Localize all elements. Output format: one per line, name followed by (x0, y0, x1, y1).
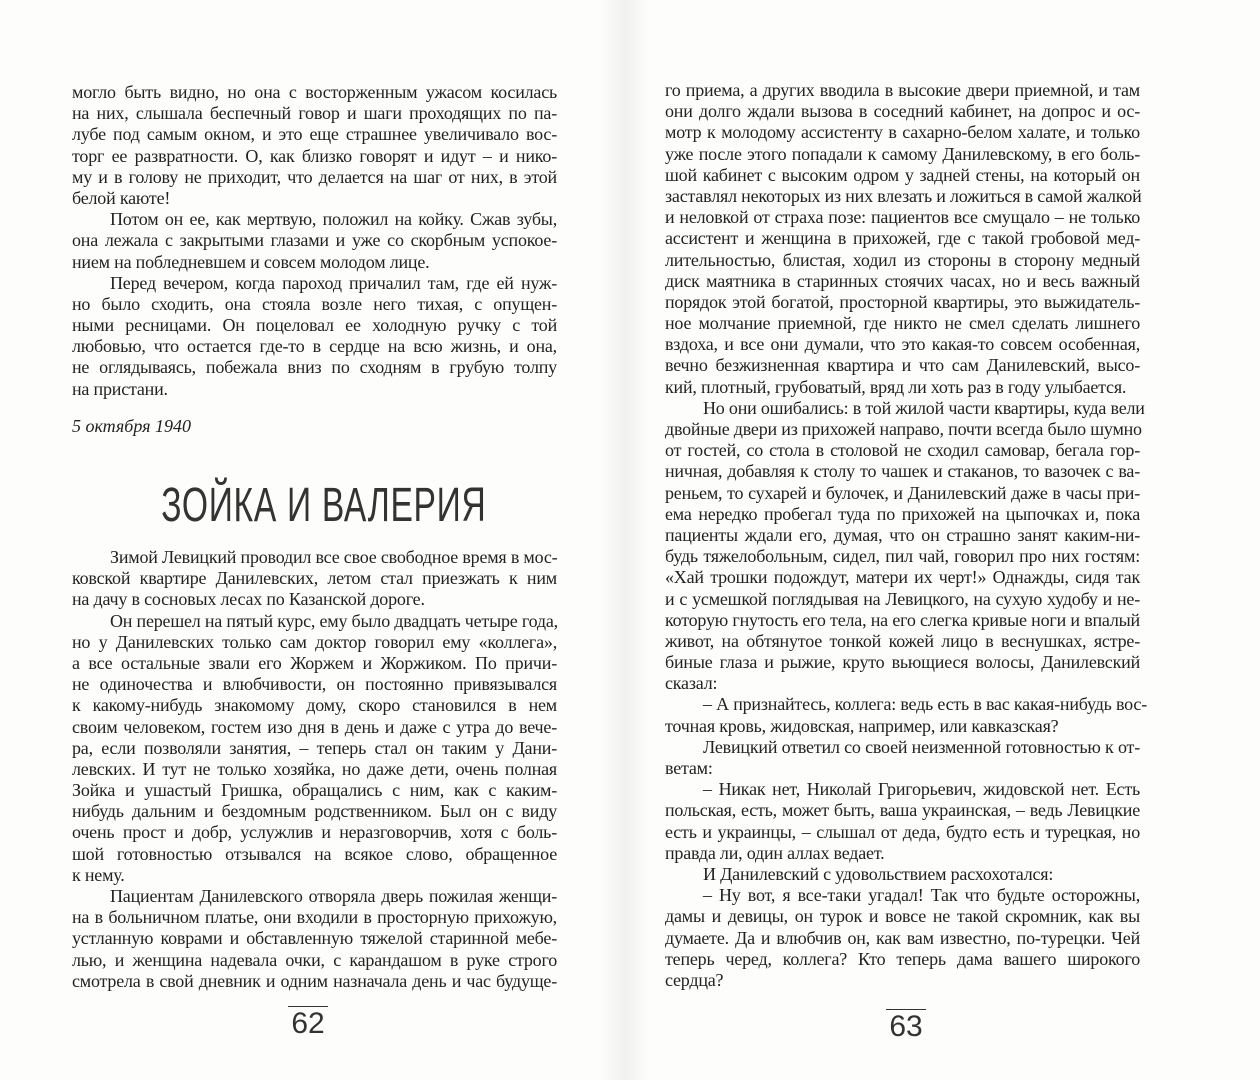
text-line: на них, слышала беспечный говор и шаги проходящих по па- (72, 103, 557, 124)
text-line: – Ну вот, я все-таки угадал! Так что будьте осторожны, (703, 885, 1140, 906)
paragraph (665, 779, 1140, 864)
text-line: ема нередко пробегал туда по прихожей на цыпочках и, пока (665, 503, 1140, 524)
chapter-title: ЗОЙКА И ВАЛЕРИЯ (161, 479, 487, 532)
text-line: любовью, что остается где-то в сердце на всю жизнь, и она, (72, 336, 557, 357)
text-line: «Хай трошки подождут, матери их черт!» Однажды, сидя так (665, 567, 1140, 588)
text-line: сердца? (665, 969, 724, 990)
text-line: – Никак нет, Николай Григорьевич, жидовской нет. Есть (703, 779, 1140, 800)
text-line: вечно безжизненная квартира и что сам Данилевский, высо- (665, 355, 1140, 376)
text-line: устланную коврами и обставленную тяжелой старинной мебе- (72, 928, 557, 949)
paragraph (72, 611, 557, 886)
text-line: польская, есть, может быть, ваша украинская, – ведь Левицкие (665, 800, 1140, 821)
text-line: ничная, добавляя к столу то чашек и стаканов, то вазочек с ва- (665, 461, 1140, 482)
text-line: а все остальные звали его Жоржем и Жоржиком. По причи- (72, 652, 557, 673)
text-line: реньем, то сухарей и булочек, и Данилевский даже в часы при- (665, 482, 1140, 503)
text-line: Потом он ее, как мертвую, положил на койку. Сжав зубы, (110, 209, 557, 230)
paragraph (665, 694, 1147, 736)
text-line: будь тяжелобольным, сидел, пил чай, говорил про них гостям: (665, 546, 1140, 567)
paragraph (72, 886, 557, 992)
text-line: она лежала с закрытыми глазами и уже со скорбным успокое- (72, 230, 557, 251)
paragraph (665, 864, 1140, 885)
text-line: и с усмешкой поглядывая на Левицкого, на сухую худобу и не- (665, 588, 1140, 609)
text-line: Зойка и ушастый Гришка, обращались с ним, как с каким- (72, 780, 557, 801)
text-line: И Данилевский с удовольствием расхохотался: (703, 863, 1054, 884)
text-line: нием на побледневшем и совсем молодом лице. (72, 251, 430, 272)
text-line: не оглядываясь, побежала вниз по сходням в грубую толпу (72, 357, 557, 378)
text-line: ассистент и женщина в прихожей, где с такой гробовой мед- (665, 228, 1140, 249)
text-line: ными ресницами. Он поцеловал ее холодную ручку с той (72, 315, 557, 336)
page-number-left: 62 (288, 1006, 328, 1041)
paragraph (665, 737, 1140, 779)
paragraph (72, 273, 557, 400)
text-line: пациенты ждали его, думая, что он страшно занят каким-ни- (665, 524, 1140, 545)
text-line: шой готовностью отзывался на всякое слово, обращенное (72, 843, 557, 864)
paragraph (72, 547, 557, 611)
text-line: очень прост и добр, услужлив и неразговорчив, хотя с боль- (72, 822, 557, 843)
text-line: своим человеком, гостем изо дня в день и даже с утра до вече- (72, 716, 557, 737)
text-line: двойные двери из прихожей направо, почти всегда было шумно (665, 419, 1142, 439)
text-line: но было сходить, она стояла возле него тихая, с опущен- (72, 293, 557, 314)
text-line: и неловкой от страха позе: пациентов все смущало – не только (665, 207, 1140, 228)
text-line: Пациентам Данилевского отворяла дверь пожилая женщи- (110, 886, 557, 906)
text-line: Зимой Левицкий проводил все свое свободное время в мос- (110, 547, 558, 567)
left-page-text-top (72, 82, 557, 400)
text-line: правда ли, один аллах ведает. (665, 842, 885, 863)
text-line: Он перешел на пятый курс, ему было двадцать четыре года, (110, 610, 558, 631)
text-line: уже после этого попадали к самому Данилевскому, в его боль- (665, 143, 1140, 164)
text-line: кий, плотный, грубоватый, вряд ли хоть раз в году улыбается. (665, 376, 1127, 397)
text-line: заставлял некоторых из них влезать и ложиться в самой жалкой (665, 185, 1142, 206)
text-line: не одиночества и влюбчивости, он постоянно привязывался (72, 674, 557, 695)
paragraph (665, 80, 1140, 398)
text-line: на дачу в сосновых лесах по Казанской дороге. (72, 589, 425, 610)
text-line: Перед вечером, когда пароход причалил там, где ей нуж- (110, 272, 557, 293)
paragraph (72, 209, 557, 273)
text-line: белой каюте! (72, 187, 171, 208)
text-line: ное молчание приемной, где никто не смел сделать лишнего (665, 313, 1140, 334)
text-line: мотр к молодому ассистенту в сахарно-белом халате, и только (665, 122, 1140, 143)
paragraph (665, 885, 1140, 991)
text-line: му и в голову не приходит, что делается на шаг от них, в этой (72, 166, 557, 187)
right-page-text (665, 80, 1147, 991)
text-line: есть и украинцы, – слышал от деда, будто есть и турецкая, но (665, 821, 1140, 842)
text-line: вздоха, и все они думали, что это какая-то совсем особенная, (665, 334, 1140, 355)
text-line: порядок этой богатой, просторной квартиры, это выжидатель- (665, 291, 1140, 312)
text-line: – А признайтесь, коллега: ведь есть в вас какая-нибудь вос- (703, 694, 1147, 715)
text-line: дамы и девицы, он турок и вовсе не такой скромник, как вы (665, 906, 1140, 927)
text-line: на в больничном платье, они входили в просторную прихожую, (72, 907, 557, 928)
text-line: лубе под самым окном, и это еще страшнее увеличивало вос- (72, 124, 557, 145)
text-line: ра, если позволяли занятия, – теперь стал он таким у Дани- (72, 737, 557, 758)
text-line: живот, на обтянутое тонкой кожей лицо в веснушках, ястре- (665, 630, 1140, 651)
text-line: которую гнутость его тела, на его слегка кривые ноги и впалый (665, 609, 1140, 630)
story-date: 5 октября 1940 (72, 416, 191, 436)
text-line: лительностью, блистая, ходил из стороны в сторону медный (665, 249, 1140, 270)
text-line: Но они ошибались: в той жилой части квартиры, куда вели (703, 397, 1145, 418)
text-line: но у Данилевских только сам доктор говорил ему «коллега», (72, 631, 557, 652)
text-line: лью, и женщина надевала очки, с карандашом в руке строго (72, 949, 557, 970)
text-line: думаете. Да и влюбчив он, как вам известно, по-турецки. Чей (665, 927, 1140, 948)
text-line: смотрела в свой дневник и одним назначала день и час будуще- (72, 970, 557, 991)
text-line: ковской квартире Данилевских, летом стал приезжать к ним (72, 568, 557, 589)
text-line: к нему. (72, 864, 125, 885)
text-line: шой кабинет с высоким одром у задней стены, на который он (665, 164, 1140, 185)
text-line: ветам: (665, 758, 713, 778)
text-line: могло быть видно, но она с восторженным ужасом косилась (72, 82, 557, 102)
text-line: нибудь дальним и бездомным родственником. Был он с виду (72, 801, 557, 822)
text-line: к какому-нибудь знакомому дому, скоро становился в нем (72, 695, 557, 716)
left-page-text-bottom (72, 547, 557, 992)
text-line: на пристани. (72, 378, 168, 399)
paragraph (665, 397, 1145, 695)
paragraph (72, 82, 557, 209)
book-gutter (600, 0, 650, 1080)
text-line: левских. И тут не только хозяйка, но даже дети, очень полная (72, 758, 557, 779)
text-line: торг ее развратности. О, как близко говорят и идут – и нико- (72, 145, 557, 166)
text-line: от гостей, со стола в столовой не сходил самовар, бегала гор- (665, 440, 1140, 461)
page-number-right: 63 (886, 1009, 926, 1044)
text-line: биные глаза и рыжие, круто вьющиеся волосы, Данилевский (665, 652, 1140, 673)
text-line: Левицкий ответил со своей неизменной готовностью к от- (703, 736, 1140, 757)
text-line: диск маятника в старинных стоячих часах, но и весь важный (665, 270, 1140, 291)
text-line: теперь черед, коллега? Кто теперь дама вашего широкого (665, 948, 1140, 969)
text-line: точная кровь, жидовская, например, или кавказская? (665, 715, 1059, 736)
text-line: го приема, а других вводила в высокие двери приемной, и там (665, 80, 1140, 100)
text-line: сказал: (665, 673, 718, 694)
text-line: они долго ждали вызова в соседний кабинет, на допрос и ос- (665, 101, 1140, 122)
